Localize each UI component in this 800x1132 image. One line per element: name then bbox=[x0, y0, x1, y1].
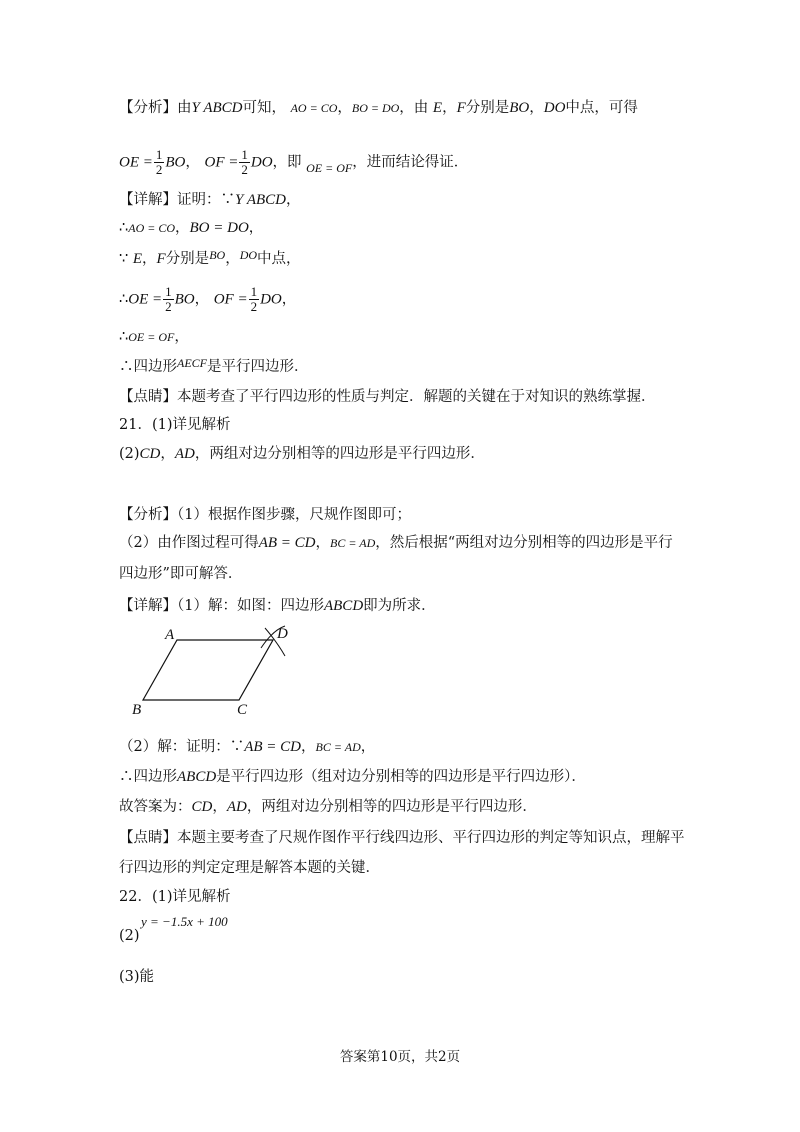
detail-tag: 【详解】 bbox=[119, 192, 177, 208]
text: ，两组对边分别相等的四边形是平行四边形． bbox=[246, 799, 537, 815]
math-cd: CD bbox=[139, 446, 161, 462]
math-aecf: AECF bbox=[177, 356, 207, 370]
text: ∴四边形 bbox=[119, 769, 177, 785]
text: 本题考查了平行四边形的性质与判定．解题的关键在于对知识的熟练掌握． bbox=[177, 389, 656, 405]
math-linear-function: y = −1.5x + 100 bbox=[141, 914, 228, 929]
math-ab-cd: AB = CD bbox=[244, 739, 302, 755]
text: ∴ bbox=[119, 329, 129, 345]
math-oe-of: OE = OF bbox=[128, 330, 175, 344]
text: ∴ bbox=[119, 291, 129, 308]
text: ∵ bbox=[119, 251, 129, 267]
page-footer: 答案第10页，共2页 bbox=[339, 1049, 461, 1065]
math-do: DO bbox=[543, 100, 566, 116]
comment-tag: 【点睛】 bbox=[119, 389, 177, 405]
text: ，由 bbox=[399, 100, 429, 116]
math-e: E bbox=[132, 251, 143, 267]
detail-line-2 bbox=[119, 218, 263, 238]
math-bo-do: BO = DO bbox=[351, 101, 400, 115]
text: (2) bbox=[119, 446, 140, 462]
text: ， bbox=[174, 329, 189, 345]
math-do: DO bbox=[260, 291, 282, 308]
math-oe: OE = bbox=[119, 154, 153, 171]
q22-header: 22．(1)详见解析 bbox=[119, 889, 231, 905]
math-bc-ad: BC = AD bbox=[315, 740, 361, 754]
analysis-line-1 bbox=[119, 98, 638, 118]
text: ， bbox=[360, 739, 376, 755]
q21-comment-1 bbox=[119, 828, 685, 848]
vertex-label-a: A bbox=[165, 627, 175, 643]
detail-line-6 bbox=[119, 357, 309, 377]
text: 即为所求． bbox=[363, 598, 436, 614]
math-do: DO bbox=[250, 154, 273, 171]
analysis-line-2 bbox=[119, 148, 468, 177]
text: ， bbox=[315, 535, 331, 551]
text: ∴四边形 bbox=[119, 359, 177, 375]
text: 分别是 bbox=[465, 100, 510, 116]
detail-line-3 bbox=[119, 249, 301, 269]
q21-analysis-3: 四边形”即可解答． bbox=[119, 566, 243, 582]
fraction-half bbox=[163, 285, 174, 314]
parallelogram-figure bbox=[125, 620, 305, 720]
text: ∴ bbox=[119, 220, 129, 236]
vertex-label-b: B bbox=[132, 702, 142, 718]
math-cd: CD bbox=[191, 799, 213, 815]
text: ，即 bbox=[272, 154, 302, 171]
fraction-half bbox=[249, 285, 260, 314]
math-f: F bbox=[156, 251, 166, 267]
math-abcd: ABCD bbox=[323, 598, 364, 614]
text: （2）由作图过程可得 bbox=[119, 535, 259, 551]
analysis-tag: 【分析】 bbox=[119, 100, 177, 116]
text: 故答案为： bbox=[119, 799, 192, 815]
text: （1）解：如图：四边形 bbox=[177, 598, 324, 614]
math-bo: BO bbox=[165, 154, 186, 171]
fraction-denominator: 2 bbox=[165, 299, 172, 314]
text: ， bbox=[285, 192, 301, 208]
fraction-half bbox=[239, 148, 250, 177]
text: (2) bbox=[119, 928, 140, 944]
detail-tag: 【详解】 bbox=[119, 598, 177, 614]
analysis-tag: 【分析】 bbox=[119, 507, 177, 523]
q21-answer-line bbox=[119, 797, 537, 817]
math-bc-ad: BC = AD bbox=[330, 536, 376, 550]
q21-analysis-1 bbox=[119, 505, 411, 525]
fraction-numerator: 1 bbox=[165, 284, 172, 299]
math-parallelogram: Y ABCD bbox=[235, 192, 286, 208]
q21-detail-2 bbox=[119, 737, 375, 757]
math-ao-co: AO = CO bbox=[128, 221, 175, 235]
fraction-numerator: 1 bbox=[155, 147, 163, 162]
text: 分别是 bbox=[165, 251, 210, 267]
text: ， bbox=[248, 220, 264, 236]
math-ad: AD bbox=[226, 799, 247, 815]
text: ， bbox=[225, 251, 240, 267]
fraction-denominator: 2 bbox=[241, 162, 248, 177]
text: 是平行四边形． bbox=[207, 359, 309, 375]
math-parallelogram: Y ABCD bbox=[191, 100, 243, 116]
text: ， bbox=[442, 100, 457, 116]
math-of: OF = bbox=[204, 154, 239, 171]
fraction-denominator: 2 bbox=[155, 162, 163, 177]
fraction-numerator: 1 bbox=[250, 284, 258, 299]
fraction-denominator: 2 bbox=[250, 299, 258, 314]
comment-tag: 【点睛】 bbox=[119, 830, 177, 846]
q21-detail-1 bbox=[119, 596, 436, 616]
text: ， bbox=[194, 291, 210, 308]
text: 由 bbox=[177, 100, 192, 116]
text: 中点，可得 bbox=[565, 100, 638, 116]
vertex-label-c: C bbox=[237, 702, 248, 718]
math-ad: AD bbox=[174, 446, 195, 462]
text: ， bbox=[175, 220, 190, 236]
text: 证明：∵ bbox=[177, 192, 235, 208]
text: 本题主要考查了尺规作图作平行线四边形、平行四边形的判定等知识点，理解平 bbox=[177, 830, 685, 846]
fraction-half bbox=[154, 148, 165, 177]
vertex-label-d: D bbox=[277, 626, 288, 642]
text: ，进而结论得证． bbox=[352, 154, 469, 171]
text: ， bbox=[529, 100, 544, 116]
text: 中点， bbox=[257, 251, 301, 267]
math-e: E bbox=[432, 100, 443, 116]
text: ， bbox=[337, 100, 352, 116]
text: ， bbox=[301, 739, 316, 755]
q21-comment-2: 行四边形的判定定理是解答本题的关键． bbox=[119, 860, 380, 876]
detail-line-5 bbox=[119, 327, 189, 347]
detail-line-4 bbox=[119, 285, 296, 314]
math-ao-co: AO = CO bbox=[290, 101, 338, 115]
detail-line-1 bbox=[119, 190, 300, 210]
math-bo: BO bbox=[509, 100, 530, 116]
text: ， bbox=[212, 799, 227, 815]
math-oe-of: OE = OF bbox=[306, 160, 353, 175]
text: （1）根据作图步骤，尺规作图即可； bbox=[177, 507, 411, 523]
math-abcd: ABCD bbox=[177, 769, 217, 785]
q21-header: 21．(1)详见解析 bbox=[119, 417, 231, 433]
comment-line-1 bbox=[119, 387, 656, 407]
math-bo: BO bbox=[174, 291, 195, 308]
text: ， bbox=[142, 251, 157, 267]
text: （2）解：证明：∵ bbox=[119, 739, 245, 755]
q21-detail-3 bbox=[119, 767, 586, 787]
q21-answer-2 bbox=[119, 444, 485, 464]
text: ，然后根据“两组对边分别相等的四边形是平行 bbox=[375, 535, 673, 551]
math-oe: OE = bbox=[128, 291, 163, 308]
math-of: OF = bbox=[213, 291, 248, 308]
text: ，两组对边分别相等的四边形是平行四边形． bbox=[194, 446, 485, 462]
text: ， bbox=[185, 154, 200, 171]
math-bo-do: BO = DO bbox=[189, 220, 249, 236]
text: ， bbox=[281, 291, 297, 308]
text: 是平行四边形（组对边分别相等的四边形是平行四边形）． bbox=[216, 769, 586, 785]
parallelogram-abcd bbox=[143, 640, 273, 700]
text: 可知， bbox=[242, 100, 286, 116]
q21-analysis-2 bbox=[119, 533, 673, 553]
math-ab-cd: AB = CD bbox=[258, 535, 316, 551]
q22-answer-3: (3)能 bbox=[119, 969, 155, 985]
text: ， bbox=[160, 446, 175, 462]
math-bo: BO bbox=[209, 248, 226, 262]
math-f: F bbox=[456, 100, 466, 116]
fraction-numerator: 1 bbox=[241, 147, 248, 162]
math-do: DO bbox=[239, 248, 258, 262]
